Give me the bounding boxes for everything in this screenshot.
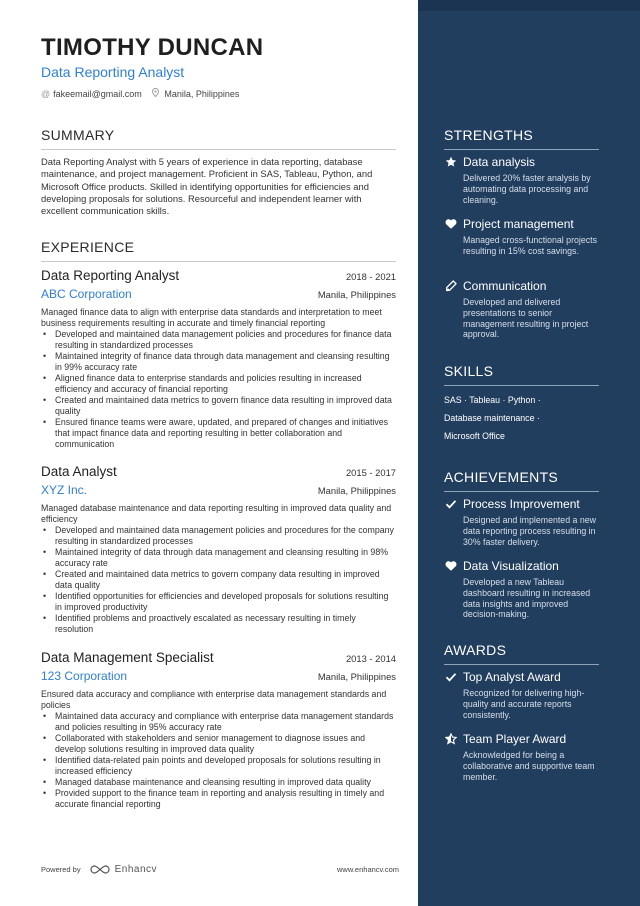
- website-link[interactable]: www.enhancv.com: [337, 865, 399, 874]
- summary-section: [41, 127, 396, 217]
- bullet-item: • Aligned finance data to enterprise standards and policies resulting in increased efficiency and accuracy of financial reporting: [41, 373, 396, 395]
- company-name: ABC Corporation: [41, 287, 132, 301]
- job-location: Manila, Philippines: [317, 671, 396, 682]
- job-entry: [41, 268, 396, 450]
- achievement-item: [444, 497, 604, 547]
- skills-list: [444, 394, 599, 442]
- brand-name: Enhancv: [114, 864, 158, 875]
- bullet-item: • Maintained data accuracy and compliance with enterprise data management standards and policies resulting in 95% accuracy rate: [41, 711, 396, 733]
- section-divider: [444, 149, 599, 150]
- strength-text: Delivered 20% faster analysis by automating data processing and cleaning.: [463, 173, 591, 205]
- award-item: [444, 670, 604, 720]
- star-outline-icon: [444, 733, 457, 746]
- achievement-title: Data Visualization: [463, 559, 559, 573]
- enhancv-logo-icon: [89, 864, 111, 875]
- strength-title: Communication: [463, 279, 547, 293]
- experience-section: [41, 239, 396, 262]
- company-name: XYZ Inc.: [41, 483, 88, 497]
- email-text: fakeemail@gmail.com: [53, 88, 142, 99]
- candidate-name: TIMOTHY DUNCAN: [41, 34, 264, 61]
- summary-title: SUMMARY: [41, 127, 115, 143]
- bullet-item: • Provided support to the finance team in reporting and analysis resulting in timely and accurate financial reporting: [41, 788, 396, 810]
- section-divider: [444, 491, 599, 492]
- bullet-item: • Identified opportunities for efficiencies and developed proposals for solutions resulting in improved productivity: [41, 591, 396, 613]
- award-title: Top Analyst Award: [463, 670, 561, 684]
- job-entry: [41, 650, 396, 810]
- bullet-item: • Collaborated with stakeholders and senior management to diagnose issues and develop solutions resulting in improved data quality: [41, 733, 396, 755]
- pen-icon: [444, 280, 457, 293]
- job-description: Ensured data accuracy and compliance with enterprise data management standards and policies: [41, 689, 387, 710]
- strength-text: Managed cross-functional projects resulting in 15% cost savings.: [463, 235, 597, 256]
- enhancv-logo[interactable]: [89, 864, 157, 875]
- candidate-role: Data Reporting Analyst: [41, 64, 185, 80]
- award-item: [444, 732, 604, 782]
- achievement-text: Developed a new Tableau dashboard resulting in increased data insights and improved decision-making.: [463, 577, 591, 620]
- job-dates: 2015 - 2017: [345, 467, 396, 478]
- job-title: Data Analyst: [41, 464, 117, 479]
- strength-title: Project management: [463, 217, 574, 231]
- job-entry: [41, 464, 396, 635]
- contact-line: [41, 88, 239, 99]
- section-divider: [444, 385, 599, 386]
- skills-section: [444, 363, 599, 442]
- job-bullets: [41, 711, 396, 810]
- location-text: Manila, Philippines: [164, 89, 240, 99]
- skills-title: SKILLS: [444, 363, 494, 379]
- strengths-section: [444, 127, 599, 150]
- location-contact: [152, 88, 240, 99]
- section-divider: [41, 149, 396, 150]
- pin-icon: [152, 89, 162, 99]
- bullet-item: • Created and maintained data metrics to govern company data resulting in improved data quality: [41, 569, 396, 591]
- bullet-item: • Managed database maintenance and cleansing resulting in improved data quality: [41, 777, 396, 788]
- email-contact[interactable]: [41, 89, 142, 99]
- bullet-item: • Maintained integrity of data through data management and cleansing resulting in 98% accuracy rate: [41, 547, 396, 569]
- strength-item: [444, 155, 604, 205]
- job-title: Data Management Specialist: [41, 650, 214, 665]
- section-divider: [444, 664, 599, 665]
- achievement-text: Designed and implemented a new data reporting process resulting in 30% faster delivery.: [463, 515, 597, 547]
- awards-title: AWARDS: [444, 642, 507, 658]
- section-divider: [41, 261, 396, 262]
- strength-text: Developed and delivered presentations to senior management resulting in project approval.: [463, 297, 589, 340]
- bullet-item: • Maintained integrity of finance data through data management and cleansing resulting in 99% accuracy rate: [41, 351, 396, 373]
- at-icon: @: [41, 88, 51, 99]
- check-icon: [444, 498, 457, 511]
- sidebar-top-bar: [418, 0, 640, 11]
- job-description: Managed finance data to align with enterprise data standards and interpretation to meet business requirements resulting in accurate and timely financial reporting: [41, 307, 382, 328]
- job-location: Manila, Philippines: [317, 485, 396, 496]
- achievements-section: [444, 469, 599, 492]
- skills-line: Microsoft Office: [444, 431, 505, 441]
- bullet-item: • Ensured finance teams were aware, updated, and prepared of changes and initiatives that impact finance data and reporting resulting in better collaboration and communication: [41, 417, 396, 450]
- job-description: Managed database maintenance and data reporting resulting in improved data quality and efficiency: [41, 503, 392, 524]
- experience-title: EXPERIENCE: [41, 239, 135, 255]
- bullet-item: • Developed and maintained data management policies and procedures for the company resulting in standardized processes: [41, 525, 396, 547]
- strength-item: [444, 279, 604, 340]
- strength-title: Data analysis: [463, 155, 536, 169]
- powered-by: [41, 864, 157, 875]
- strengths-title: STRENGTHS: [444, 127, 534, 143]
- skills-line: Database maintenance ·: [444, 413, 540, 423]
- bullet-item: • Identified problems and proactively escalated as necessary resulting in timely resolution: [41, 613, 396, 635]
- job-dates: 2013 - 2014: [345, 653, 396, 664]
- award-text: Recognized for delivering high-quality and accurate reports consistently.: [463, 688, 585, 720]
- summary-text: Data Reporting Analyst with 5 years of experience in data reporting, database maintenance, and project management. Proficient in SAS, Tableau, Python, and Microsoft Office products. Skilled in identifying opportunities for efficiencies and developing proposals for solutions. Resourceful and independent learner with excellent communication skills.: [41, 156, 373, 217]
- heart-icon: [444, 560, 457, 573]
- job-title: Data Reporting Analyst: [41, 268, 180, 283]
- job-dates: 2018 - 2021: [345, 271, 396, 282]
- job-bullets: [41, 329, 396, 450]
- job-location: Manila, Philippines: [317, 289, 396, 300]
- company-name: 123 Corporation: [41, 669, 128, 683]
- star-icon: [444, 156, 457, 169]
- bullet-item: • Created and maintained data metrics to govern finance data resulting in improved data quality: [41, 395, 396, 417]
- award-text: Acknowledged for being a collaborative and supportive team member.: [463, 750, 595, 782]
- achievement-title: Process Improvement: [463, 497, 580, 511]
- achievement-item: [444, 559, 604, 620]
- check-icon: [444, 671, 457, 684]
- powered-by-label: Powered by: [41, 865, 81, 874]
- skills-line: SAS · Tableau · Python ·: [444, 395, 541, 405]
- award-title: Team Player Award: [463, 732, 567, 746]
- bullet-item: • Developed and maintained data management policies and procedures for finance data resulting in standardized processes: [41, 329, 396, 351]
- footer: [41, 864, 399, 875]
- job-bullets: [41, 525, 396, 635]
- strength-item: [444, 217, 604, 257]
- awards-section: [444, 642, 599, 665]
- heart-icon: [444, 218, 457, 231]
- bullet-item: • Identified data-related pain points and developed proposals for solutions resulting in increased efficiency: [41, 755, 396, 777]
- achievements-title: ACHIEVEMENTS: [444, 469, 559, 485]
